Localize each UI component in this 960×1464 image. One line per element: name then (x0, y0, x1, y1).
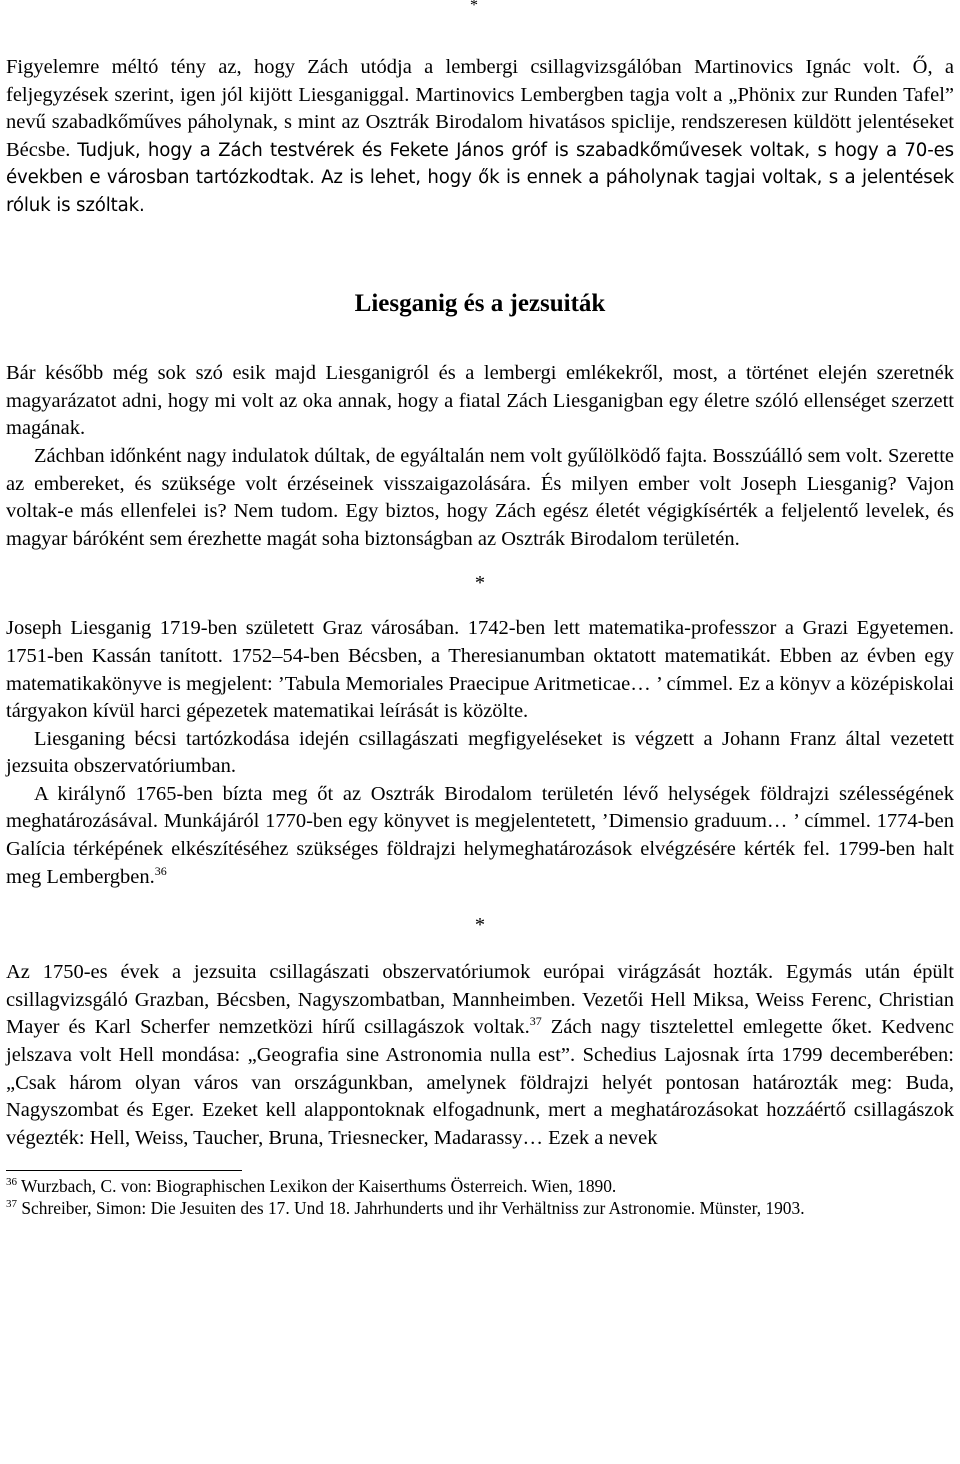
liesganig-paragraph: Joseph Liesganig 1719-ben született Graz városában. 1742-ben lett matematika-professzor a Grazi Egyetemen. 1751-ben Kassán tanított. 1752–54-ben Bécsben, a Theresianumban oktatott matematikát. Ebben az évben egy matematikakönyve is megjelent: ’Tabula Memoriales Praecipue Aritmeticae… ’ címmel. Ez a könyv a középiskolai tárgyakon kívül harci gépezetek matematikai leírását is közölte. (6, 617, 954, 723)
intro-sans-text: Tudjuk, hogy a Zách testvérek és Fekete János gróf is szabadkőművesek voltak, s hogy a 70-es években e városban tartózkodtak. Az is lehet, hogy ők is ennek a páholynak tagjai voltak, s a jelentések róluk is szóltak. (6, 139, 954, 216)
footnote-text: Wurzbach, C. von: Biographischen Lexikon der Kaiserthums Österreich. Wien, 1890. (21, 1176, 617, 1197)
intro-serif-text: Figyelemre méltó tény az, hogy Zách utódja a lembergi csillagvizsgálóban Martinovics Ignác volt. Ő, a feljegyzések szerint, igen jól kijött Liesganiggal. Martinovics Lembergben tagja volt a „Phönix zur Runden Tafel” nevű szabadkőműves páholynak, s mint az Osztrák Birodalom hivatásos spiclije, rendszeresen küldött jelentéseket Bécsbe. (6, 56, 954, 161)
liesganig-paragraph (6, 781, 954, 891)
section-paragraph: Bár később még sok szó esik majd Liesganigról és a lembergi emlékekről, most, a történet elején szeretnék magyarázatot adni, hogy mi volt az oka annak, hogy a fiatal Zách Liesganigban egy életre szóló ellenséget szerzett magának. (6, 362, 954, 440)
footnote-ref-37[interactable]: 37 (529, 1014, 542, 1029)
footnote-37 (6, 1197, 954, 1219)
liesganig-paragraph: Liesganing bécsi tartózkodása idején csillagászati megfigyeléseket is végzett a Johann Franz által vezetett jezsuita obszervatóriumban. (6, 727, 954, 778)
section-heading: Liesganig és a jezsuiták (354, 289, 606, 317)
section-separator-top: * (470, 0, 478, 14)
intro-paragraph (6, 54, 954, 220)
observatories-text-part1: Az 1750-es évek a jezsuita csillagászati obszervatóriumok európai virágzását hozták. Egymás után épült csillagvizsgáló Grazban, Bécsben, Nagyszombatban, Mannheimben. Vezetői Hell Miksa, Weiss Ferenc, Christian Mayer és Karl Scherfer nemzetközi hírű csillagászok voltak. (6, 961, 954, 1039)
section-paragraph: Záchban időnként nagy indulatok dúltak, de egyáltalán nem volt gyűlölködő fajta. Bosszúálló sem volt. Szerette az embereket, és szüksége volt érzéseinek visszaigazolására. És milyen ember volt Joseph Liesganig? Vajon voltak-e más ellenfelei is? Nem tudom. Egy biztos, hogy Zách egész életét végigkísérték a feljelentő levelek, és magyar báróként sem érezhette magát soha biztonságban az Osztrák Birodalom területén. (6, 444, 954, 550)
observatories-paragraph (6, 959, 954, 1152)
footnote-text: Schreiber, Simon: Die Jesuiten des 17. Und 18. Jahrhunderts und ihr Verhältniss zur Astronomie. Münster, 1903. (21, 1198, 805, 1219)
footnote-number: 37 (6, 1198, 17, 1211)
liesganig-last-text: A királynő 1765-ben bízta meg őt az Osztrák Birodalom területén lévő helységek földrajzi szélességének meghatározásával. Munkájáról 1770-ben egy könyvet is megjelentetett, ’Dimensio graduum… ’ címmel. 1774-ben Galícia térképének elkészítéséhez szükséges földrajzi helymeghatározások elvégzésére kérték fel. 1799-ben halt meg Lembergben. (6, 782, 954, 888)
document-page (6, 0, 954, 1219)
footnote-36 (6, 1175, 954, 1197)
footnote-ref-36[interactable]: 36 (154, 863, 167, 878)
observatories-text-part2: Zách nagy tisztelettel emlegette őket. Kedvenc jelszava volt Hell mondása: „Geografia sine Astronomia nulla est”. Schedius Lajosnak írta 1799 decemberében: „Csak három olyan város van országunkban, amelynek földrajzi helyét pontosan határozták meg: Buda, Nagyszombat és Eger. Ezeket kell alappontoknak elfogadnunk, mert a meghatározásokat hozzáértő csillagászok végezték: Hell, Weiss, Taucher, Bruna, Triesnecker, Madarassy… Ezek a nevek (6, 1016, 954, 1149)
section-separator: * (474, 914, 486, 937)
footnote-number: 36 (6, 1176, 17, 1189)
section-separator: * (474, 572, 486, 595)
